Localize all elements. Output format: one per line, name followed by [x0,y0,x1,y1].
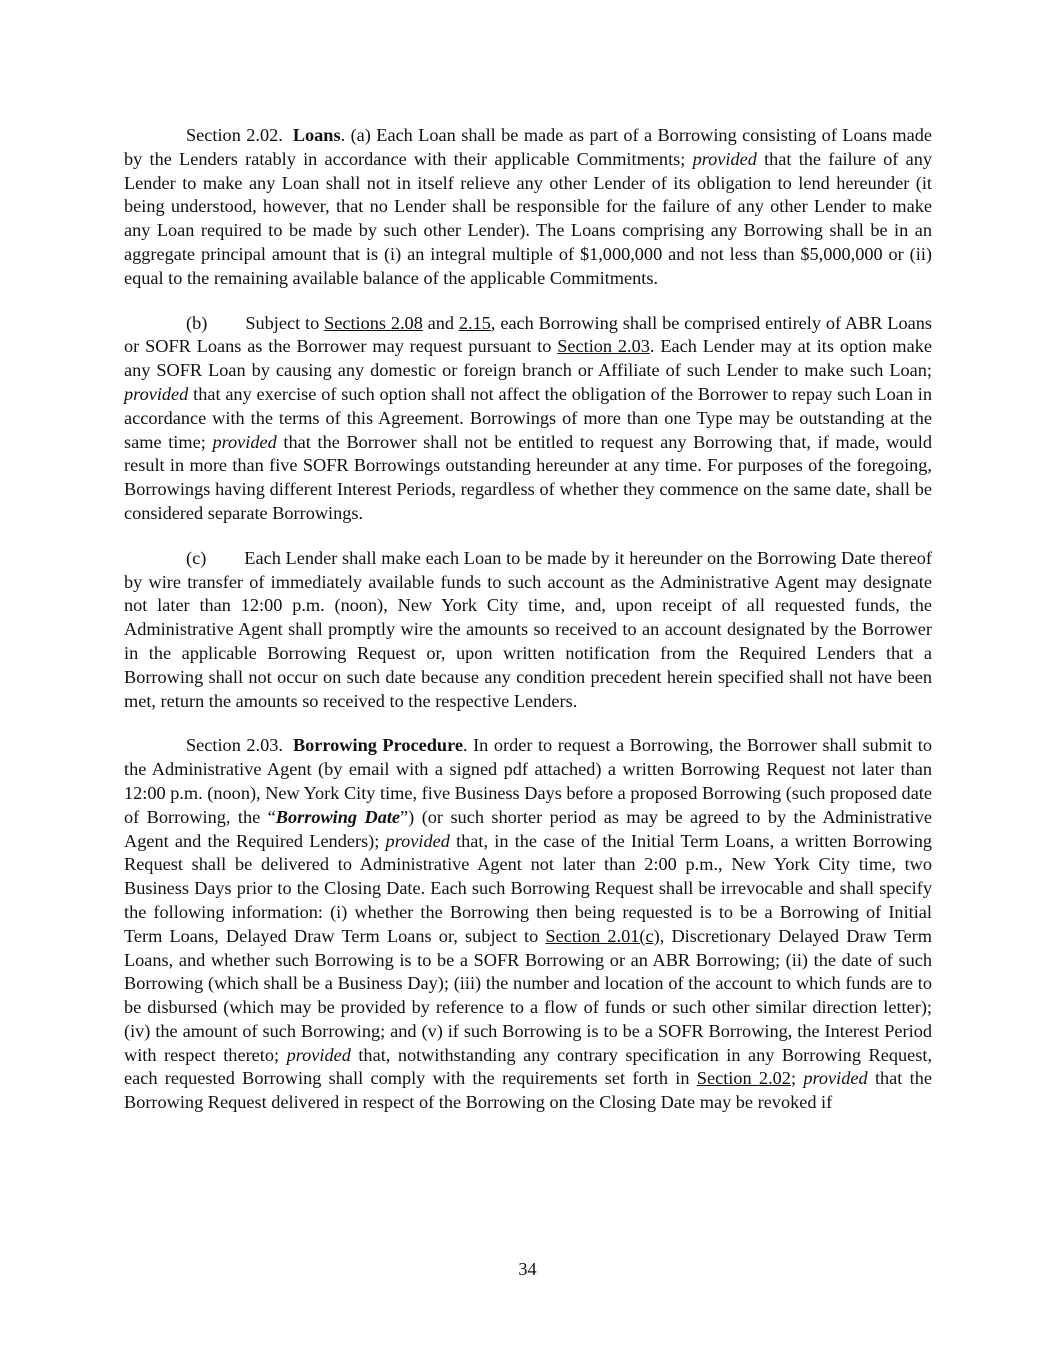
section-2-03-paragraph [124,734,932,1115]
provided-term: provided [212,431,277,452]
body-text: that, in the case of the Initial Term Loans, a written Borrowing Request shall be delivered to Administrative Agent not later than 2:00 p.m., New York City time, two Business Days prior to the Closing Date. Each such Borrowing Request shall be irrevocable and shall specify the following information: (i) whether the Borrowing then being requested is to be a Borrowing of Initial Term Loans, Delayed Draw Term Loans or, subject to [124,830,932,946]
body-text: . (a) Each Loan shall be made as part of a Borrowing consisting of Loans made by the Lenders ratably in accordance with their applicable Commitments; [124,125,933,169]
section-number: Section 2.02. [186,125,283,145]
body-text: and [422,312,459,333]
body-text: . In order to request a Borrowing, the Borrower shall submit to the Administrative Agent (by email with a signed pdf attached) a written Borrowing Request not later than 12:00 p.m. (noon), New York City time, five Business Days before a proposed Borrowing (such proposed date of Borrowing, the “ [124,735,932,827]
clause-label: (c) [186,547,207,568]
cross-reference: 2.15 [458,312,491,333]
section-2-02-paragraph-b [124,312,932,526]
provided-term: provided [692,148,757,169]
clause-label: (b) [186,312,208,333]
document-page [124,124,932,1136]
body-text: that the Borrowing Request delivered in respect of the Borrowing on the Closing Date may be revoked if [124,1068,932,1113]
body-text: ”) (or such shorter period as may be agreed to by the Administrative Agent and the Required Lenders); [124,806,932,851]
cross-reference: Section 2.02 [696,1068,791,1089]
cross-reference: Section 2.03 [557,336,650,357]
body-text: , Discretionary Delayed Draw Term Loans, and whether such Borrowing is to be a SOFR Borrowing or an ABR Borrowing; (ii) the date of such Borrowing (which shall be a Business Day); (iii) the number and location of the account to which funds are to be disbursed (which may be provided by reference to a flow of funds or such other similar direction letter); (iv) the amount of such Borrowing; and (v) if such Borrowing is to be a SOFR Borrowing, the Interest Period with respect thereto; [124,925,932,1065]
provided-term: provided [385,830,450,851]
provided-term: provided [124,383,189,404]
provided-term: provided [803,1068,868,1089]
section-title: Borrowing Procedure [292,735,463,756]
section-2-02-paragraph-a [124,124,932,291]
cross-reference: Section 2.01(c) [545,925,660,946]
section-2-02-paragraph-c [124,547,932,714]
body-text: , each Borrowing shall be comprised entirely of ABR Loans or SOFR Loans as the Borrower may request pursuant to [124,312,932,357]
body-text: that the Borrower shall not be entitled to request any Borrowing that, if made, would result in more than five SOFR Borrowings outstanding hereunder at any time. For purposes of the foregoing, Borrowings having different Interest Periods, regardless of whether they commence on the same date, shall be considered separate Borrowings. [124,431,932,523]
body-text: that any exercise of such option shall not affect the obligation of the Borrower to repay such Loan in accordance with the terms of this Agreement. Borrowings of more than one Type may be outstanding at the same time; [124,383,932,452]
section-number: Section 2.03. [186,735,283,756]
body-text: Each Lender shall make each Loan to be made by it hereunder on the Borrowing Date thereof by wire transfer of immediately available funds to such account as the Administrative Agent may designate not later than 12:00 p.m. (noon), New York City time, and, upon receipt of all requested funds, the Administrative Agent shall promptly wire the amounts so received to an account designated by the Borrower in the applicable Borrowing Request or, upon written notification from the Required Lenders that a Borrowing shall not occur on such date because any condition precedent herein specified shall not have been met, return the amounts so received to the respective Lenders. [124,547,932,711]
provided-term: provided [286,1044,351,1065]
section-title: Loans [292,125,341,145]
cross-reference: Sections 2.08 [324,312,423,333]
page-number: 34 [518,1259,537,1279]
body-text: ; [790,1068,804,1089]
body-text: . Each Lender may at its option make any SOFR Loan by causing any domestic or foreign branch or Affiliate of such Lender to make such Loan; [124,336,932,381]
body-text: Subject to [245,312,325,333]
body-text: that the failure of any Lender to make any Loan shall not in itself relieve any other Lender of its obligation to lend hereunder (it being understood, however, that no Lender shall be responsible for the failure of any other Lender to make any Loan required to be made by such other Lender). The Loans comprising any Borrowing shall be in an aggregate principal amount that is (i) an integral multiple of $1,000,000 and not less than $5,000,000 or (ii) equal to the remaining available balance of the applicable Commitments. [124,148,932,288]
body-text: that, notwithstanding any contrary specification in any Borrowing Request, each requested Borrowing shall comply with the requirements set forth in [124,1044,933,1089]
defined-term: Borrowing Date [275,806,401,827]
